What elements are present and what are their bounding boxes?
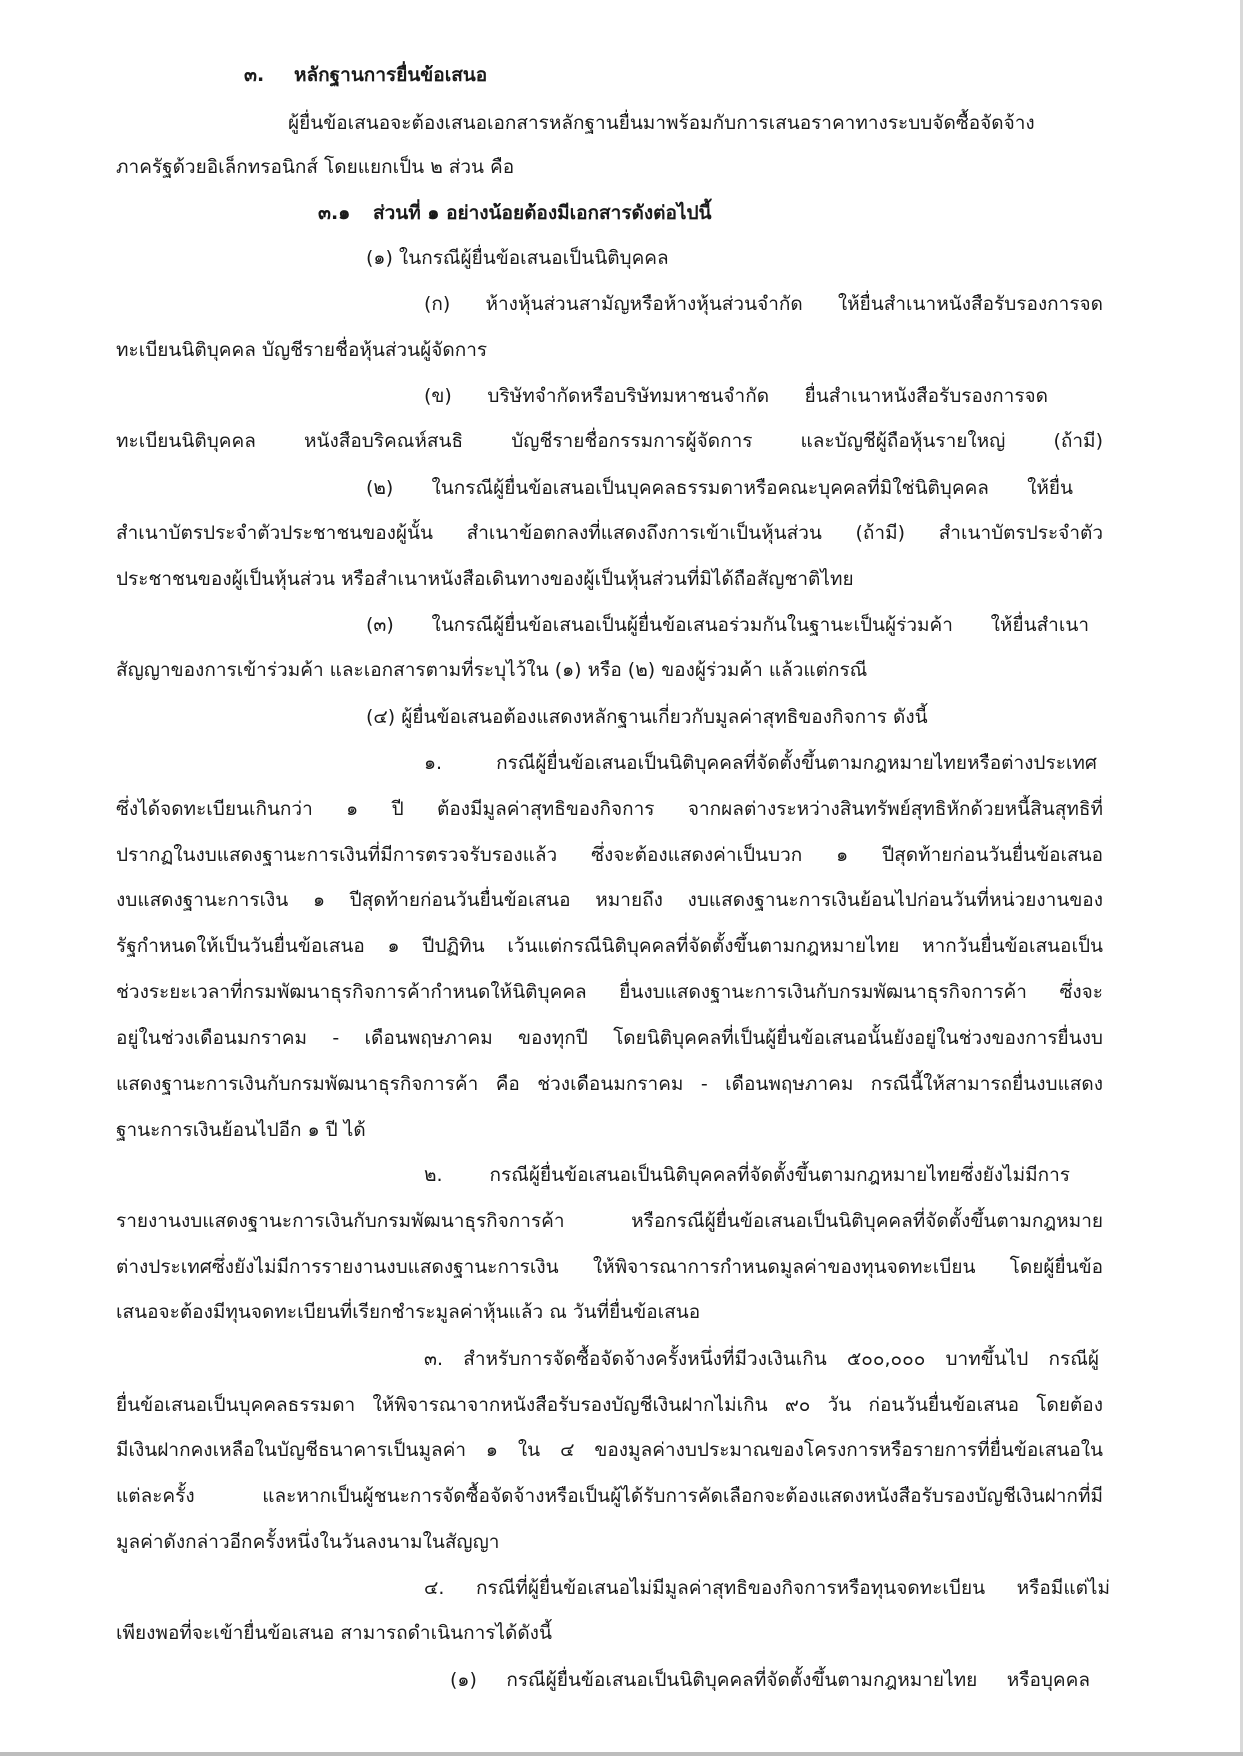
- paragraph-line: งบแสดงฐานะการเงิน ๑ ปีสุดท้ายก่อนวันยื่นข้อเสนอ หมายถึง งบแสดงฐานะการเงินย้อนไปก่อนวันที่หน่วยงานของ: [116, 889, 1103, 911]
- paragraph-line: ซึ่งได้จดทะเบียนเกินกว่า ๑ ปี ต้องมีมูลค่าสุทธิของกิจการ จากผลต่างระหว่างสินทรัพย์สุทธิหักด้วยหนี้สินสุทธิที่: [116, 798, 1103, 820]
- section-number: ๓.: [244, 64, 265, 86]
- subsection-title: ส่วนที่ ๑ อย่างน้อยต้องมีเอกสารดังต่อไปนี้: [373, 202, 712, 224]
- paragraph-line: ทะเบียนนิติบุคคล บัญชีรายชื่อหุ้นส่วนผู้จัดการ: [116, 339, 488, 361]
- paragraph-line: สำเนาบัตรประจำตัวประชาชนของผู้นั้น สำเนาข้อตกลงที่แสดงถึงการเข้าเป็นหุ้นส่วน (ถ้ามี) สำเนาบัตรประจำตัว: [116, 522, 1103, 544]
- paragraph-line: ๓. สำหรับการจัดซื้อจัดจ้างครั้งหนึ่งที่มีวงเงินเกิน ๕๐๐,๐๐๐ บาทขึ้นไป กรณีผู้: [424, 1348, 1099, 1370]
- paragraph-line: ปรากฏในงบแสดงฐานะการเงินที่มีการตรวจรับรองแล้ว ซึ่งจะต้องแสดงค่าเป็นบวก ๑ ปีสุดท้ายก่อนวันยื่นข้อเสนอ: [116, 844, 1103, 866]
- paragraph-line: แสดงฐานะการเงินกับกรมพัฒนาธุรกิจการค้า คือ ช่วงเดือนมกราคม - เดือนพฤษภาคม กรณีนี้ให้สามารถยื่นงบแสดง: [116, 1073, 1103, 1095]
- paragraph-line: รายงานงบแสดงฐานะการเงินกับกรมพัฒนาธุรกิจการค้า หรือกรณีผู้ยื่นข้อเสนอเป็นนิติบุคคลที่จัดตั้งขึ้นตามกฎหมาย: [116, 1210, 1103, 1232]
- list-item: (๓) ในกรณีผู้ยื่นข้อเสนอเป็นผู้ยื่นข้อเสนอร่วมกันในฐานะเป็นผู้ร่วมค้า ให้ยื่นสำเนา: [366, 614, 1089, 636]
- list-item: (ข) บริษัทจำกัดหรือบริษัทมหาชนจำกัด ยื่นสำเนาหนังสือรับรองการจด: [424, 385, 1048, 407]
- paragraph-line: เสนอจะต้องมีทุนจดทะเบียนที่เรียกชำระมูลค่าหุ้นแล้ว ณ วันที่ยื่นข้อเสนอ: [116, 1301, 701, 1323]
- paragraph-line: รัฐกำหนดให้เป็นวันยื่นข้อเสนอ ๑ ปีปฏิทิน เว้นแต่กรณีนิติบุคคลที่จัดตั้งขึ้นตามกฎหมายไทย หากวันยื่นข้อเสนอเป็น: [116, 935, 1103, 957]
- list-item: (๒) ในกรณีผู้ยื่นข้อเสนอเป็นบุคคลธรรมดาหรือคณะบุคคลที่มิใช่นิติบุคคล ให้ยื่น: [366, 477, 1073, 499]
- list-item: (๑) ในกรณีผู้ยื่นข้อเสนอเป็นนิติบุคคล: [366, 247, 669, 269]
- list-item: (ก) ห้างหุ้นส่วนสามัญหรือห้างหุ้นส่วนจำกัด ให้ยื่นสำเนาหนังสือรับรองการจด: [424, 293, 1103, 315]
- paragraph-line: ๑. กรณีผู้ยื่นข้อเสนอเป็นนิติบุคคลที่จัดตั้งขึ้นตามกฎหมายไทยหรือต่างประเทศ: [424, 752, 1097, 774]
- paragraph-line: ทะเบียนนิติบุคคล หนังสือบริคณห์สนธิ บัญชีรายชื่อกรรมการผู้จัดการ และบัญชีผู้ถือหุ้นรายใหญ่ (ถ้ามี): [116, 430, 1103, 452]
- paragraph-line: ผู้ยื่นข้อเสนอจะต้องเสนอเอกสารหลักฐานยื่นมาพร้อมกับการเสนอราคาทางระบบจัดซื้อจัดจ้าง: [288, 112, 1035, 134]
- paragraph-line: มีเงินฝากคงเหลือในบัญชีธนาคารเป็นมูลค่า ๑ ใน ๔ ของมูลค่างบประมาณของโครงการหรือรายการที่ยื่นข้อเสนอใน: [116, 1439, 1103, 1461]
- paragraph-line: ประชาชนของผู้เป็นหุ้นส่วน หรือสำเนาหนังสือเดินทางของผู้เป็นหุ้นส่วนที่มิได้ถือสัญชาติไทย: [116, 568, 854, 590]
- paragraph-line: ๒. กรณีผู้ยื่นข้อเสนอเป็นนิติบุคคลที่จัดตั้งขึ้นตามกฎหมายไทยซึ่งยังไม่มีการ: [424, 1164, 1070, 1186]
- paragraph-line: เพียงพอที่จะเข้ายื่นข้อเสนอ สามารถดำเนินการได้ดังนี้: [116, 1622, 552, 1644]
- paragraph-line: ยื่นข้อเสนอเป็นบุคคลธรรมดา ให้พิจารณาจากหนังสือรับรองบัญชีเงินฝากไม่เกิน ๙๐ วัน ก่อนวันยื่นข้อเสนอ โดยต้อง: [116, 1394, 1103, 1416]
- paragraph-line: แต่ละครั้ง และหากเป็นผู้ชนะการจัดซื้อจัดจ้างหรือเป็นผู้ได้รับการคัดเลือกจะต้องแสดงหนังสือรับรองบัญชีเงินฝากที่มี: [116, 1485, 1103, 1507]
- list-item: (๑) กรณีผู้ยื่นข้อเสนอเป็นนิติบุคคลที่จัดตั้งขึ้นตามกฎหมายไทย หรือบุคคล: [450, 1669, 1090, 1691]
- section-title: หลักฐานการยื่นข้อเสนอ: [294, 64, 488, 86]
- paragraph-line: มูลค่าดังกล่าวอีกครั้งหนึ่งในวันลงนามในสัญญา: [116, 1531, 500, 1553]
- paragraph-line: สัญญาของการเข้าร่วมค้า และเอกสารตามที่ระบุไว้ใน (๑) หรือ (๒) ของผู้ร่วมค้า แล้วแต่กรณี: [116, 659, 868, 681]
- paragraph-line: ต่างประเทศซึ่งยังไม่มีการรายงานงบแสดงฐานะการเงิน ให้พิจารณาการกำหนดมูลค่าของทุนจดทะเบียน โดยผู้ยื่นข้อ: [116, 1256, 1103, 1278]
- scan-bottom-edge: [0, 1752, 1243, 1756]
- paragraph-line: ภาครัฐด้วยอิเล็กทรอนิกส์ โดยแยกเป็น ๒ ส่วน คือ: [116, 156, 515, 178]
- paragraph-line: อยู่ในช่วงเดือนมกราคม - เดือนพฤษภาคม ของทุกปี โดยนิติบุคคลที่เป็นผู้ยื่นข้อเสนอนั้นยังอยู่ในช่วงของการยื่นงบ: [116, 1027, 1103, 1049]
- paragraph-line: ๔. กรณีที่ผู้ยื่นข้อเสนอไม่มีมูลค่าสุทธิของกิจการหรือทุนจดทะเบียน หรือมีแต่ไม่: [424, 1577, 1110, 1599]
- list-item: (๔) ผู้ยื่นข้อเสนอต้องแสดงหลักฐานเกี่ยวกับมูลค่าสุทธิของกิจการ ดังนี้: [366, 706, 928, 728]
- paragraph-line: ช่วงระยะเวลาที่กรมพัฒนาธุรกิจการค้ากำหนดให้นิติบุคคล ยื่นงบแสดงฐานะการเงินกับกรมพัฒนาธุรกิจการค้า ซึ่งจะ: [116, 981, 1103, 1003]
- subsection-number: ๓.๑: [318, 202, 351, 224]
- paragraph-line: ฐานะการเงินย้อนไปอีก ๑ ปี ได้: [116, 1119, 366, 1141]
